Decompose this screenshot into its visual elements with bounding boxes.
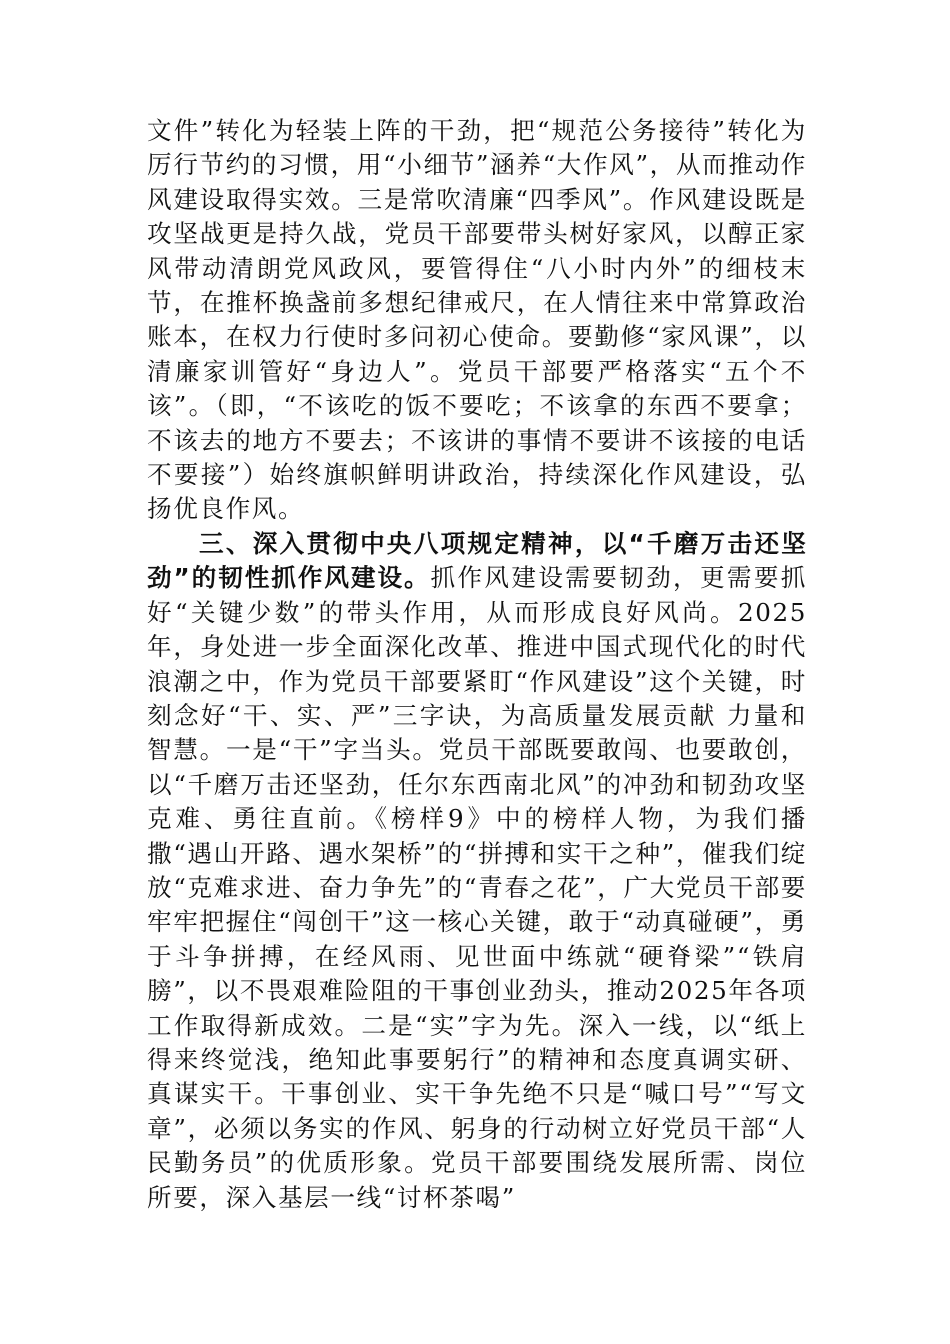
paragraph-continuation	[147, 114, 807, 527]
paragraph-text: 文件”转化为轻装上阵的干劲，把“规范公务接待”转化为厉行节约的习惯，用“小细节”涵养“大作风”，从而推动作风建设取得实效。三是常吹清廉“四季风”。作风建设既是攻坚战更是持久战，党员干部要带头树好家风，以醇正家风带动清朗党风政风，要管得住“八小时内外”的细枝末节，在推杯换盏前多想纪律戒尺，在人情往来中常算政治账本，在权力行使时多问初心使命。要勤修“家风课”，以清廉家训管好“身边人”。党员干部要严格落实“五个不该”。（即，“不该吃的饭不要吃；不该拿的东西不要拿；不该去的地方不要去；不该讲的事情不要讲不该接的电话不要接”）始终旗帜鲜明讲政治，持续深化作风建设，弘扬优良作风。	[147, 116, 807, 524]
section-heading: 三、深入贯彻中央八项规定精神，以“千磨万击还坚劲”的韧性抓作风建设。	[147, 528, 807, 593]
document-body	[147, 114, 807, 1215]
paragraph-section-three	[147, 527, 807, 1215]
paragraph-text: 抓作风建设需要韧劲，更需要抓好“关键少数”的带头作用，从而形成良好风尚。2025年，身处进一步全面深化改革、推进中国式现代化的时代浪潮之中，作为党员干部要紧盯“作风建设”这个关键，时刻念好“干、实、严”三字诀，为高质量发展贡献 力量和智慧。一是“干”字当头。党员干部既要敢闯、也要敢创，以“千磨万击还坚劲，任尔东西南北风”的冲劲和韧劲攻坚克难、勇往直前。《榜样9》中的榜样人物，为我们播撒“遇山开路、遇水架桥”的“拼搏和实干之种”，催我们绽放“克难求进、奋力争先”的“青春之花”，广大党员干部要牢牢把握住“闯创干”这一核心关键，敢于“动真碰硬”，勇于斗争拼搏，在经风雨、见世面中练就“硬脊梁”“铁肩膀”，以不畏艰难险阻的干事创业劲头，推动2025年各项工作取得新成效。二是“实”字为先。深入一线，以“纸上得来终觉浅，绝知此事要躬行”的精神和态度真调实研、真谋实干。干事创业、实干争先绝不只是“喊口号”“写文章”，必须以务实的作风、躬身的行动树立好党员干部“人民勤务员”的优质形象。党员干部要围绕发展所需、岗位所要，深入基层一线“讨杯茶喝”	[147, 563, 807, 1212]
